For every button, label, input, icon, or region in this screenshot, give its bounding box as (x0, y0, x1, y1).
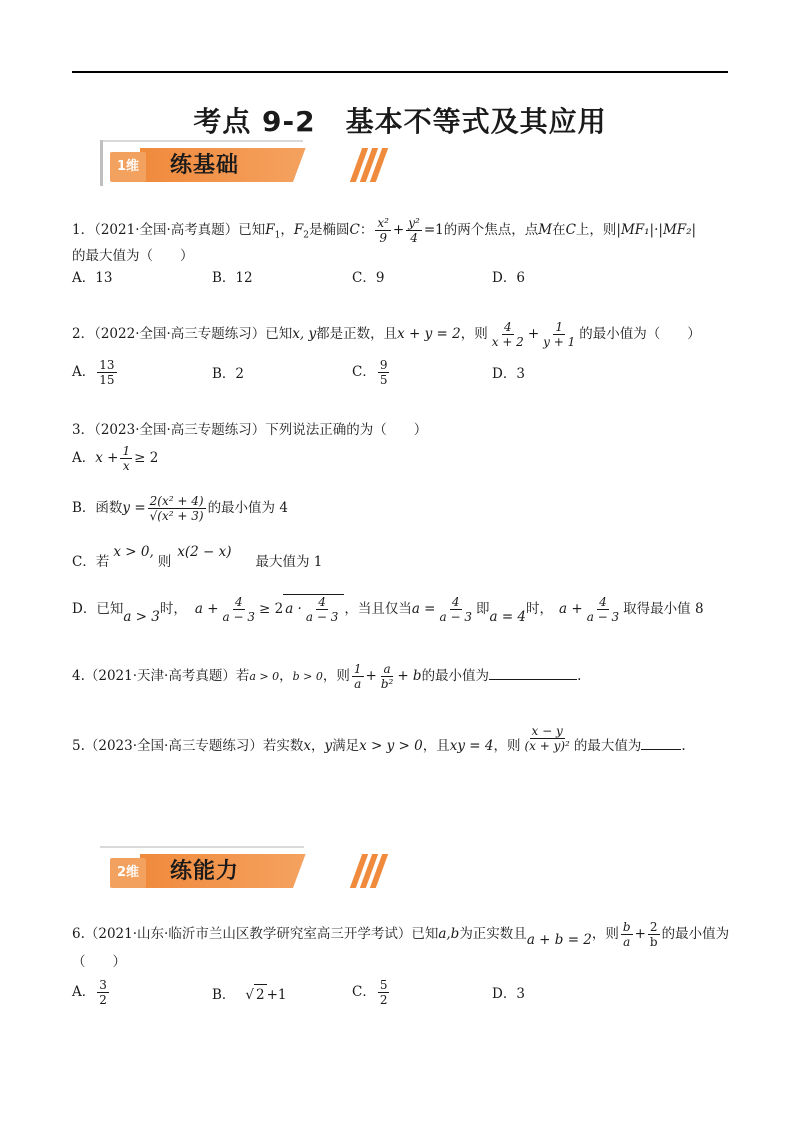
question-1: 1．（2021·全国·高考真题）已知$F_1$，$F_2$是椭圆C： $\frac{\text{x²}}{9}$ + $\frac{\text{y²}}{4}$ =1的两个焦点，点M在C上，则|MF₁|·|MF₂| (72, 216, 697, 245)
option-a[interactable]: A． $\frac{13}{15}$ (72, 358, 115, 387)
fraction: $\frac{4}{x + 2}$ (491, 320, 524, 349)
option-b[interactable]: B．12 (212, 270, 253, 286)
option-d[interactable]: D．已知a > 3时， a + $\frac{4}{a - 3}$ ≥ 2 a · $\frac{4}{a - 3}$ ，当且仅当a = $\frac{4}{a - 3}$ 即a = 4时， a + $\frac{4}{a - 3}$ 取得最小值 8 (72, 595, 704, 625)
answer-blank[interactable] (489, 679, 577, 680)
option-b[interactable]: B． √ 2 +1 (212, 984, 287, 1005)
option-d[interactable]: D．3 (492, 986, 525, 1002)
section-badge: 2维 (110, 858, 146, 888)
option-c[interactable]: C．9 (352, 270, 385, 286)
title-subject: 基本不等式及其应用 (345, 105, 607, 138)
section-label: 练基础 (170, 153, 240, 178)
section-banner-ability (100, 846, 310, 892)
title-topic: 考点 9-2 (193, 105, 316, 138)
question-5: 5.（2023·全国·高三专题练习）若实数x，y满足x > y > 0，且xy = 4，则 $\frac{x - y}{\text{(x + y)²}}$ 的最大值为 . (72, 724, 686, 754)
question-6-line2: （ ） (72, 954, 126, 970)
fraction: $\frac{1}{y + 1}$ (543, 320, 576, 349)
option-a[interactable]: A． $\frac{3}{2}$ (72, 978, 107, 1007)
question-1-line2: 的最大值为（ ） (72, 248, 194, 264)
answer-blank[interactable] (641, 749, 681, 750)
option-d[interactable]: D．6 (492, 270, 525, 286)
section-banner-basic (100, 140, 310, 186)
fraction: $\frac{\text{y²}}{4}$ (408, 216, 420, 245)
question-6: 6.（2021·山东·临沂市兰山区教学研究室高三开学考试）已知a,b为正实数且a + b = 2，则 $\frac{b}{a}$ + $\frac{2}{b}$ 的最小值为 (72, 920, 730, 949)
question-3: 3．（2023·全国·高三专题练习）下列说法正确的为（ ） (72, 422, 428, 438)
option-c[interactable]: C．若x > 0,则x(2 − x)最大值为 1 (72, 544, 323, 570)
option-a[interactable]: A．x + $\frac{1}{x}$ ≥ 2 (72, 444, 159, 473)
fraction: $\frac{\text{x²}}{9}$ (377, 216, 389, 245)
option-c[interactable]: C． $\frac{5}{2}$ (352, 978, 388, 1007)
question-4: 4.（2021·天津·高考真题）若a > 0，b > 0，则 $\frac{1}{a}$ + $\frac{a}{\text{b²}}$ + b的最小值为 . (72, 662, 582, 691)
option-d[interactable]: D．3 (492, 366, 525, 382)
question-2: 2．（2022·全国·高三专题练习）已知x, y都是正数，且x + y = 2，则 $\frac{4}{x + 2}$ + $\frac{1}{y + 1}$ 的最小值为（ ） (72, 320, 701, 349)
option-b[interactable]: B．2 (212, 366, 245, 382)
section-badge: 1维 (110, 152, 146, 182)
page-title (0, 100, 800, 140)
top-rule (72, 71, 728, 73)
option-a[interactable]: A．13 (72, 270, 113, 286)
option-c[interactable]: C． $\frac{9}{5}$ (352, 358, 388, 387)
section-label: 练能力 (170, 859, 240, 884)
option-b[interactable]: B．函数y = $\frac{\text{2(x² + 4)}}{\text{√(x² + 3)}}$ 的最小值为 4 (72, 494, 288, 523)
